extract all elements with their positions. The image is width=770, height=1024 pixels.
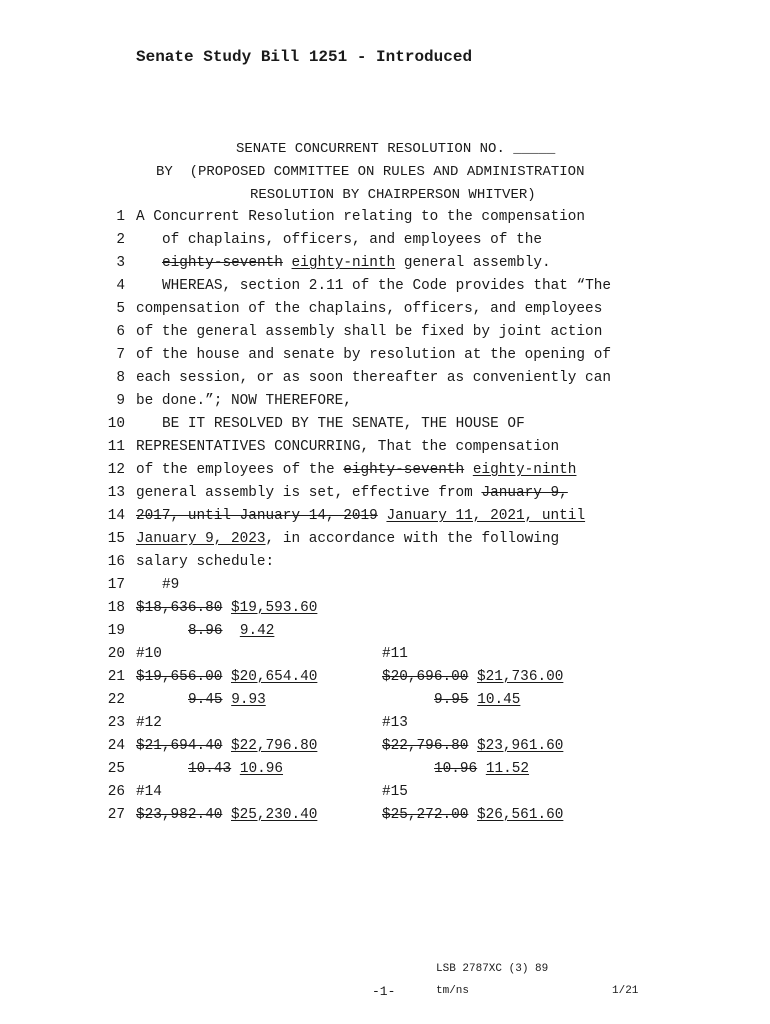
line-number: 19 bbox=[107, 623, 125, 639]
line-text: , in accordance with the following bbox=[265, 531, 560, 547]
bill-line-15 bbox=[0, 531, 770, 553]
page-count: 1/21 bbox=[612, 985, 639, 997]
line-number: 18 bbox=[107, 600, 125, 616]
bill-line-16 bbox=[0, 554, 770, 576]
bill-line-11 bbox=[0, 439, 770, 461]
space bbox=[464, 462, 473, 478]
line-number: 27 bbox=[107, 807, 125, 823]
line-number: 14 bbox=[107, 508, 125, 524]
inserted-salary: $22,796.80 bbox=[231, 738, 318, 754]
line-number: 24 bbox=[107, 738, 125, 754]
struck-salary: $18,636.80 bbox=[136, 600, 223, 616]
inserted-text: January 9, 2023 bbox=[136, 531, 266, 547]
line-text: be done.”; NOW THEREFORE, bbox=[136, 393, 352, 409]
space bbox=[231, 761, 240, 777]
grade-label: #14 bbox=[136, 784, 162, 800]
inserted-text: January 11, 2021, until bbox=[386, 508, 586, 524]
inserted-salary: $23,961.60 bbox=[477, 738, 564, 754]
bill-line-2 bbox=[0, 232, 770, 254]
line-number: 2 bbox=[116, 232, 125, 248]
bill-line-18 bbox=[0, 600, 770, 622]
bill-line-4 bbox=[0, 278, 770, 300]
struck-rate: 10.96 bbox=[434, 761, 478, 777]
bill-line-21 bbox=[0, 669, 770, 691]
line-number: 15 bbox=[107, 531, 125, 547]
space bbox=[223, 623, 240, 639]
struck-salary: $20,696.00 bbox=[382, 669, 469, 685]
line-number: 11 bbox=[107, 439, 125, 455]
struck-salary: $25,272.00 bbox=[382, 807, 469, 823]
inserted-rate: 9.42 bbox=[239, 623, 275, 639]
inserted-rate: 10.96 bbox=[239, 761, 284, 777]
struck-text: January 9, bbox=[481, 485, 568, 501]
bill-line-17 bbox=[0, 577, 770, 599]
inserted-rate: 9.93 bbox=[231, 692, 266, 708]
struck-salary: $22,796.80 bbox=[382, 738, 469, 754]
space bbox=[222, 600, 231, 616]
inserted-text: eighty-ninth bbox=[472, 462, 577, 478]
struck-rate: 9.95 bbox=[434, 692, 469, 708]
line-number: 16 bbox=[107, 554, 125, 570]
line-number: 26 bbox=[107, 784, 125, 800]
struck-salary: $21,694.40 bbox=[136, 738, 223, 754]
bill-line-3 bbox=[0, 255, 770, 277]
inserted-text: eighty-ninth bbox=[291, 255, 396, 271]
line-text: of the house and senate by resolution at the opening of bbox=[136, 347, 611, 363]
inserted-salary: $25,230.40 bbox=[231, 807, 318, 823]
struck-rate: 9.45 bbox=[188, 692, 223, 708]
page-title: Senate Study Bill 1251 - Introduced bbox=[136, 48, 473, 66]
inserted-salary: $26,561.60 bbox=[477, 807, 564, 823]
line-number: 3 bbox=[116, 255, 125, 271]
grade-label: #13 bbox=[382, 715, 408, 731]
line-number: 20 bbox=[107, 646, 125, 662]
line-text: of the general assembly shall be fixed by joint action bbox=[136, 324, 603, 340]
line-text: general assembly. bbox=[395, 255, 551, 271]
resolution-heading: SENATE CONCURRENT RESOLUTION NO. _____ bbox=[236, 141, 556, 157]
line-number: 5 bbox=[116, 301, 125, 317]
line-text: each session, or as soon thereafter as conveniently can bbox=[136, 370, 611, 386]
space bbox=[222, 807, 231, 823]
struck-text: eighty-seventh bbox=[343, 462, 465, 478]
bill-line-14 bbox=[0, 508, 770, 530]
inserted-rate: 11.52 bbox=[485, 761, 530, 777]
line-text: salary schedule: bbox=[136, 554, 275, 570]
inserted-salary: $19,593.60 bbox=[231, 600, 318, 616]
bill-line-20 bbox=[0, 646, 770, 668]
line-text: of the employees of the bbox=[136, 462, 344, 478]
bill-line-13 bbox=[0, 485, 770, 507]
space bbox=[223, 692, 232, 708]
grade-label: #12 bbox=[136, 715, 162, 731]
bill-line-24 bbox=[0, 738, 770, 760]
line-number: 13 bbox=[107, 485, 125, 501]
line-number: 21 bbox=[107, 669, 125, 685]
line-number: 10 bbox=[107, 416, 125, 432]
line-number: 1 bbox=[116, 209, 125, 225]
bill-line-10 bbox=[0, 416, 770, 438]
struck-rate: 8.96 bbox=[188, 623, 223, 639]
line-text: WHEREAS, section 2.11 of the Code provides that “The bbox=[162, 278, 612, 294]
bill-line-9 bbox=[0, 393, 770, 415]
struck-rate: 10.43 bbox=[188, 761, 232, 777]
struck-salary: $19,656.00 bbox=[136, 669, 223, 685]
page-number: -1- bbox=[372, 984, 396, 999]
grade-label: #11 bbox=[382, 646, 408, 662]
bill-line-25 bbox=[0, 761, 770, 783]
inserted-rate: 10.45 bbox=[477, 692, 521, 708]
bill-line-1 bbox=[0, 209, 770, 231]
bill-line-6 bbox=[0, 324, 770, 346]
line-text: of chaplains, officers, and employees of the bbox=[162, 232, 542, 248]
line-number: 22 bbox=[107, 692, 125, 708]
bill-line-8 bbox=[0, 370, 770, 392]
struck-text: eighty-seventh bbox=[162, 255, 283, 271]
line-number: 17 bbox=[107, 577, 125, 593]
bill-line-22 bbox=[0, 692, 770, 714]
struck-text: 2017, until January 14, 2019 bbox=[136, 508, 378, 524]
inserted-salary: $21,736.00 bbox=[477, 669, 564, 685]
inserted-salary: $20,654.40 bbox=[231, 669, 318, 685]
line-text: A Concurrent Resolution relating to the compensation bbox=[136, 209, 586, 225]
line-number: 23 bbox=[107, 715, 125, 731]
space bbox=[222, 738, 231, 754]
line-text: BE IT RESOLVED BY THE SENATE, THE HOUSE OF bbox=[162, 416, 525, 432]
bill-line-26 bbox=[0, 784, 770, 806]
bill-line-19 bbox=[0, 623, 770, 645]
struck-salary: $23,982.40 bbox=[136, 807, 223, 823]
line-text: compensation of the chaplains, officers, and employees bbox=[136, 301, 603, 317]
bill-line-23 bbox=[0, 715, 770, 737]
bill-line-12 bbox=[0, 462, 770, 484]
line-number: 8 bbox=[116, 370, 125, 386]
line-number: 12 bbox=[107, 462, 125, 478]
line-number: 7 bbox=[116, 347, 125, 363]
grade-label: #10 bbox=[136, 646, 162, 662]
sponsor-line: BY (PROPOSED COMMITTEE ON RULES AND ADMINISTRATION bbox=[156, 164, 585, 180]
bill-line-27 bbox=[0, 807, 770, 829]
grade-label: #15 bbox=[382, 784, 408, 800]
grade-label: #9 bbox=[162, 577, 180, 593]
line-text: REPRESENTATIVES CONCURRING, That the compensation bbox=[136, 439, 560, 455]
space bbox=[222, 669, 231, 685]
sponsor-line-2: RESOLUTION BY CHAIRPERSON WHITVER) bbox=[250, 187, 536, 203]
line-number: 25 bbox=[107, 761, 125, 777]
bill-line-5 bbox=[0, 301, 770, 323]
line-text: general assembly is set, effective from bbox=[136, 485, 482, 501]
space bbox=[283, 255, 292, 271]
lsb-code: LSB 2787XC (3) 89 bbox=[436, 963, 549, 975]
line-number: 4 bbox=[116, 278, 125, 294]
bill-line-7 bbox=[0, 347, 770, 369]
line-number: 6 bbox=[116, 324, 125, 340]
line-number: 9 bbox=[116, 393, 125, 409]
drafter-initials: tm/ns bbox=[436, 985, 470, 997]
